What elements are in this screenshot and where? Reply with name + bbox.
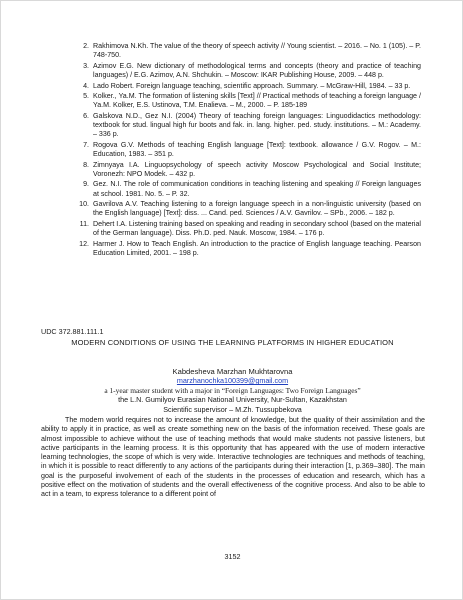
reference-number: 2. — [83, 42, 89, 50]
reference-text: Rogova G.V. Methods of teaching English language [Text]: textbook. allowance / G.V. Rogov. – M.: Education, 1983. – 351 p. — [93, 140, 421, 158]
reference-item — [71, 82, 421, 91]
reference-text: Dehert I.A. Listening training based on speaking and reading in secondary school (based on the material of the German language). Diss. Ph.D. ped. Nauk. Moscow, 1984. – 176 p. — [93, 220, 421, 238]
reference-item — [71, 240, 421, 258]
reference-number: 4. — [83, 81, 89, 90]
reference-number: 11. — [79, 220, 89, 229]
reference-text: Rakhimova N.Kh. The value of the theory of speech activity // Young scientist. – 2016. – No. 1 (105). – P. 748-750. — [93, 42, 421, 60]
reference-number: 7. — [83, 140, 89, 149]
author-email-link[interactable]: marzhanochka100399@gmail.com — [176, 376, 289, 386]
reference-text: Harmer J. How to Teach English. An introduction to the practice of English language teaching. Pearson Education Limited, 2001. – 198 p. — [93, 239, 421, 257]
reference-item — [71, 92, 421, 110]
reference-number: 8. — [83, 160, 89, 169]
reference-item — [71, 180, 421, 198]
author-block — [41, 367, 424, 414]
reference-list — [71, 42, 421, 260]
reference-text: Azimov E.G. New dictionary of methodological terms and concepts (theory and practice of teaching languages) / E.G. Azimov, A.N. Shchukin. – Moscow: IKAR Publishing House, 2009. – 448 p. — [93, 61, 421, 79]
reference-item — [71, 62, 421, 80]
reference-item — [71, 141, 421, 159]
reference-number: 6. — [83, 112, 89, 121]
page-number: 3152 — [224, 552, 241, 561]
reference-item — [71, 220, 421, 238]
author-name: Kabdesheva Marzhan Mukhtarovna — [172, 367, 293, 376]
reference-text: Kolker., Ya.M. The formation of listening skills [Text] // Practical methods of teaching a foreign language / Ya.M. Kolker, E.S. Ustinova, T.M. Enalieva. – M., 2000. – P. 185-189 — [93, 92, 421, 110]
article-title: MODERN CONDITIONS OF USING THE LEARNING PLATFORMS IN HIGHER EDUCATION — [71, 338, 394, 347]
reference-item — [71, 200, 421, 218]
article-body-paragraph: The modern world requires not to increase the amount of knowledge, but the quality of their assimilation and the ability to apply it in practice, as well as create something new on the basis of the information received. These goals are almost impossible to achieve without the use of teaching methods that would make students not passive listeners, but active participants in the learning process. It is this opportunity that has appeared with the use of modern interactive learning technologies, the scope of which is very wide. Interactive technologies are techniques and methods of teaching, in which it is possible to react differently to any actions of the participants during their interaction [1, p.369–380]. The main goal is the purposeful involvement of each of the students in the processes of education and research, which has a positive effect on the motivation of students and the overall effectiveness of the cognitive process. And also to be able to act in a team, to express tolerance to a different point of — [41, 416, 425, 498]
udc-code: UDC 372.881.111.1 — [41, 327, 104, 336]
reference-item — [71, 42, 421, 60]
reference-text: Lado Robert. Foreign language teaching, scientific approach. Summary. – McGraw-Hill, 1984. – 33 p. — [93, 81, 411, 90]
scientific-supervisor: Scientific supervisor – M.Zh. Tussupbekova — [163, 404, 302, 414]
author-role: a 1-year master student with a major in “Foreign Languages: Two Foreign Languages” — [104, 385, 361, 395]
reference-text: Galskova N.D., Gez N.I. (2004) Theory of teaching foreign languages: Linguodidactics methodology: textbook for stud. lingual high fur boots and fak. in. lang. higher. ped. study. institutions. – M.: Academy. – 336 p. — [93, 112, 421, 139]
reference-number: 12. — [79, 239, 89, 248]
reference-number: 5. — [83, 92, 89, 101]
author-affiliation: the L.N. Gumilyov Eurasian National University, Nur-Sultan, Kazakhstan — [118, 395, 347, 405]
reference-text: Gavrilova A.V. Teaching listening to a foreign language speech in a non-linguistic university (based on the English language) [Text]: diss. ... Cand. ped. Sciences / A.V. Gavrilov. – SPb., 2006. – 182 p. — [93, 200, 421, 218]
reference-number: 9. — [83, 180, 89, 189]
reference-item — [71, 112, 421, 139]
reference-text: Gez. N.I. The role of communication conditions in teaching listening and speaking // Foreign languages at school. 1981. No. 5. – P. 32. — [93, 180, 421, 198]
reference-item — [71, 161, 421, 179]
reference-number: 3. — [83, 61, 89, 70]
reference-text: Zimnyaya I.A. Linguopsychology of speech activity Moscow Psychological and Social Institute; Voronezh: NPO Modek. – 432 p. — [93, 160, 421, 178]
reference-number: 10. — [79, 200, 89, 209]
